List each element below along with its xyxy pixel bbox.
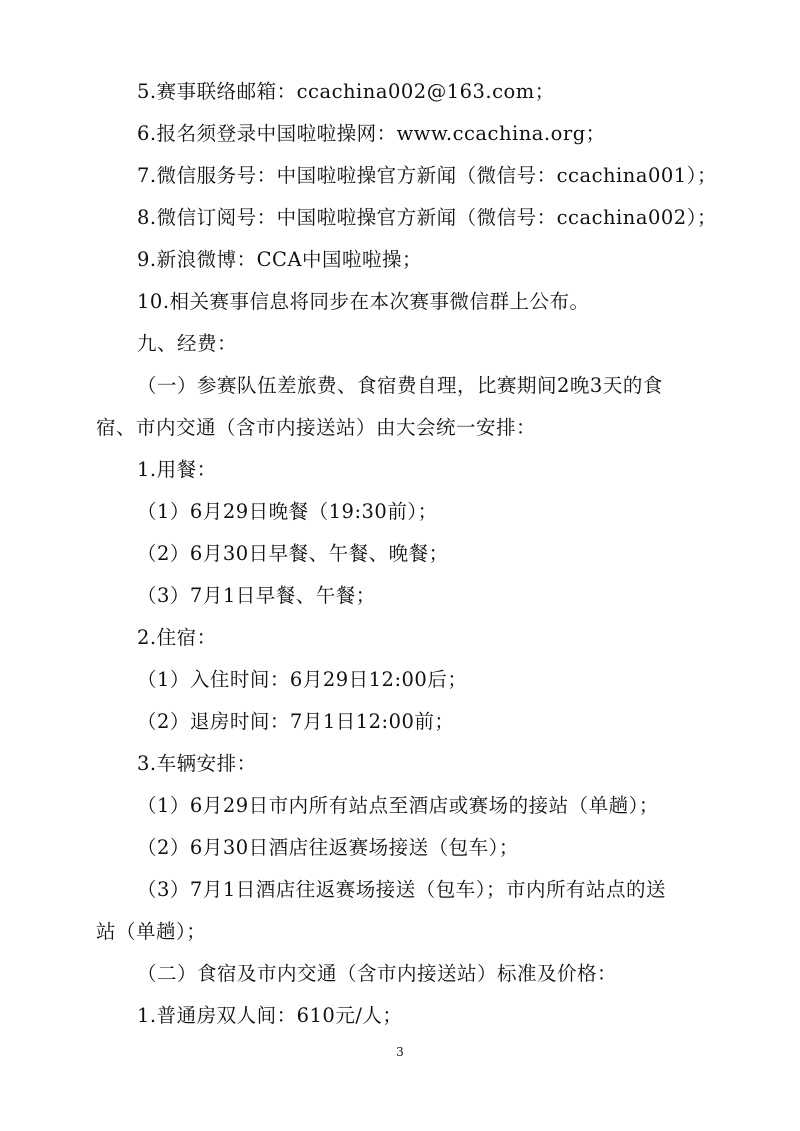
list-item: （2）退房时间：7月1日12:00前； (137, 710, 455, 733)
list-item-continuation: 站（单趟）； (96, 920, 207, 943)
list-item: （1）6月29日晚餐（19:30前）； (137, 500, 438, 523)
list-item: （2）6月30日早餐、午餐、晚餐； (137, 542, 449, 565)
paragraph-line: （一）参赛队伍差旅费、食宿费自理，比赛期间2晚3天的食 (137, 374, 663, 397)
contact-email-line: 5.赛事联络邮箱：ccachina002@163.com； (137, 80, 555, 103)
list-item: 1.普通房双人间：610元/人； (137, 1004, 403, 1027)
subheading-accommodation: 2.住宿： (137, 626, 217, 649)
subheading-meals: 1.用餐： (137, 458, 217, 481)
list-item: （1）6月29日市内所有站点至酒店或赛场的接站（单趟）； (137, 794, 659, 817)
page-number: 3 (396, 1045, 404, 1059)
list-item: （3）7月1日早餐、午餐； (137, 584, 376, 607)
list-item: （3）7月1日酒店往返赛场接送（包车）；市内所有站点的送 (137, 878, 666, 901)
list-item: （1）入住时间：6月29日12:00后； (137, 668, 468, 691)
section-heading-expenses: 九、经费： (137, 332, 238, 355)
subheading-standards: （二）食宿及市内交通（含市内接送站）标准及价格： (137, 962, 618, 985)
wechat-service-line: 7.微信服务号：中国啦啦操官方新闻（微信号：ccachina001）； (137, 164, 717, 187)
wechat-subscription-line: 8.微信订阅号：中国啦啦操官方新闻（微信号：ccachina002）； (137, 206, 717, 229)
subheading-vehicles: 3.车辆安排： (137, 752, 257, 775)
list-item: （2）6月30日酒店往返赛场接送（包车）； (137, 836, 519, 859)
registration-site-line: 6.报名须登录中国啦啦操网：www.ccachina.org； (137, 122, 606, 145)
paragraph-line: 宿、市内交通（含市内接送站）由大会统一安排： (96, 416, 537, 439)
wechat-group-line: 10.相关赛事信息将同步在本次赛事微信群上公布。 (137, 290, 590, 313)
weibo-line: 9.新浪微博：CCA中国啦啦操； (137, 248, 423, 271)
